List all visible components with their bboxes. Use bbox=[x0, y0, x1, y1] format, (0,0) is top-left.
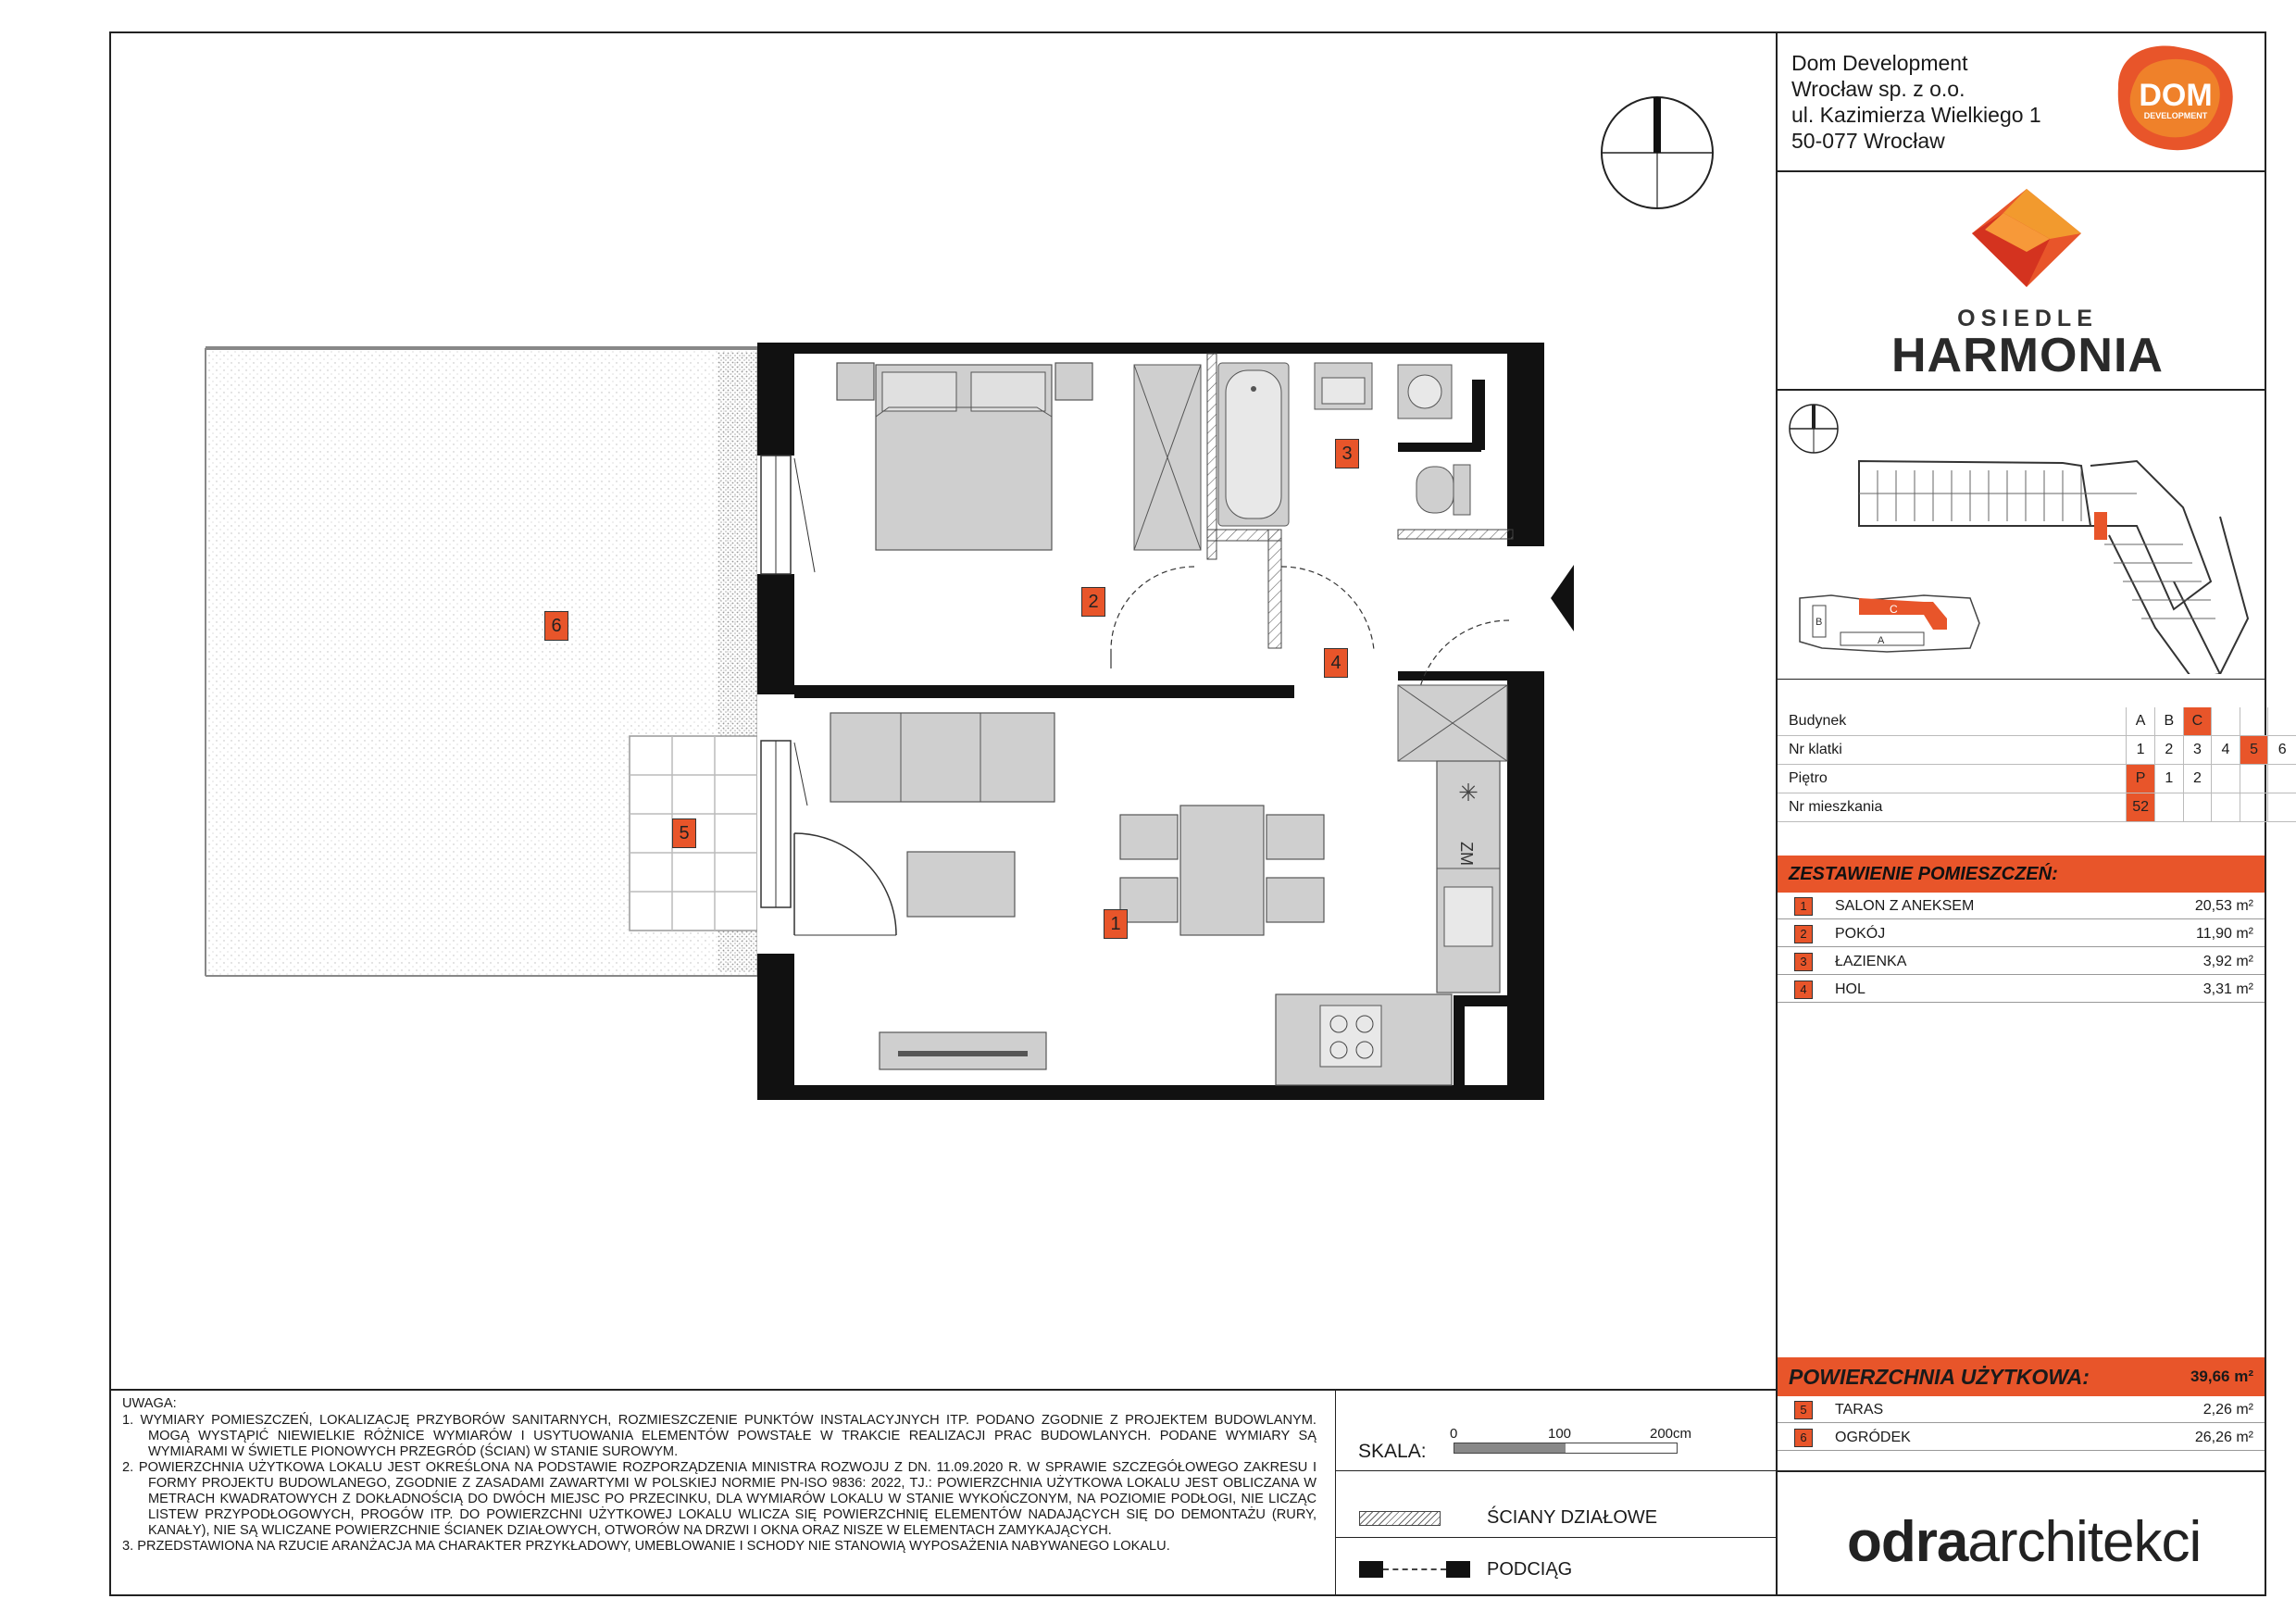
info-row bbox=[1778, 793, 2296, 822]
divider bbox=[1776, 1470, 2266, 1472]
total-area-value: 39,66 m² bbox=[2190, 1368, 2253, 1385]
dom-logo bbox=[2109, 41, 2242, 156]
info-cell bbox=[2154, 793, 2183, 822]
total-area-label: POWIERZCHNIA UŻYTKOWA: bbox=[1789, 1365, 2090, 1389]
divider bbox=[109, 1389, 1778, 1391]
rooms-section-title: ZESTAWIENIE POMIESZCZEŃ: bbox=[1778, 856, 2265, 893]
extra-area: 26,26 m² bbox=[2194, 1430, 2253, 1445]
divider bbox=[1335, 1470, 1776, 1471]
company-name: Dom Development bbox=[1791, 51, 1968, 75]
coffee-table bbox=[907, 852, 1015, 917]
cooktop bbox=[1320, 1006, 1381, 1067]
keyplan-label-c: C bbox=[1890, 603, 1898, 616]
wall-south bbox=[757, 1085, 1544, 1100]
company-street: ul. Kazimierza Wielkiego 1 bbox=[1791, 103, 2041, 127]
dom-logo-text: DOM bbox=[2139, 78, 2213, 113]
apartment-info-table bbox=[1778, 707, 2296, 822]
scale-tick-0: 0 bbox=[1450, 1426, 1458, 1442]
north-compass-icon bbox=[1597, 93, 1717, 213]
room-name: ŁAZIENKA bbox=[1835, 954, 1907, 969]
toilet bbox=[1416, 467, 1454, 513]
info-row-label: Budynek bbox=[1778, 707, 2127, 736]
info-cell: 52 bbox=[2127, 793, 2155, 822]
info-row bbox=[1778, 736, 2296, 765]
extra-area: 2,26 m² bbox=[2202, 1402, 2253, 1418]
info-cell: B bbox=[2154, 707, 2183, 736]
floor-plan bbox=[185, 324, 1574, 1120]
extra-row bbox=[1778, 1396, 2265, 1423]
project-prefix: OSIEDLE bbox=[1957, 306, 2098, 331]
scale-tick-200: 200cm bbox=[1650, 1426, 1692, 1442]
extra-number: 6 bbox=[1794, 1429, 1813, 1447]
dishwasher-icon: ✳ bbox=[1458, 779, 1479, 806]
room-label-3: 3 bbox=[1335, 439, 1359, 468]
beam-label: PODCIĄG bbox=[1487, 1559, 1573, 1580]
room-label-2: 2 bbox=[1081, 587, 1105, 617]
room-name: HOL bbox=[1835, 981, 1866, 997]
extra-row bbox=[1778, 1424, 2265, 1451]
room-number: 2 bbox=[1794, 925, 1813, 943]
room-label-5: 5 bbox=[672, 818, 696, 848]
room-number: 4 bbox=[1794, 981, 1813, 999]
divider bbox=[1335, 1389, 1336, 1596]
room-number: 1 bbox=[1794, 897, 1813, 916]
partition-wall-swatch bbox=[1359, 1511, 1441, 1526]
info-cell bbox=[2240, 707, 2268, 736]
divider bbox=[1776, 170, 2266, 172]
info-cell bbox=[2268, 765, 2296, 793]
room-row bbox=[1778, 948, 2265, 975]
info-cell bbox=[2183, 793, 2212, 822]
info-row-label: Nr mieszkania bbox=[1778, 793, 2127, 822]
room-label-4: 4 bbox=[1324, 648, 1348, 678]
scale-label: SKALA: bbox=[1358, 1441, 1427, 1462]
kitchen-sink bbox=[1444, 887, 1492, 946]
info-cell bbox=[2240, 793, 2268, 822]
keyplan-label-b: B bbox=[1816, 617, 1823, 628]
entrance-arrow-icon bbox=[1551, 565, 1574, 631]
info-cell: 5 bbox=[2240, 736, 2268, 765]
notes bbox=[122, 1396, 1316, 1555]
info-cell: 3 bbox=[2183, 736, 2212, 765]
architect-logo bbox=[1847, 1509, 2201, 1575]
wall-west-upper bbox=[757, 343, 794, 456]
info-cell: 1 bbox=[2154, 765, 2183, 793]
info-row bbox=[1778, 707, 2296, 736]
info-cell: 6 bbox=[2268, 736, 2296, 765]
room-area: 3,92 m² bbox=[2202, 954, 2253, 969]
wall-north bbox=[757, 343, 1544, 354]
info-cell bbox=[2212, 707, 2240, 736]
info-cell: A bbox=[2127, 707, 2155, 736]
info-cell: C bbox=[2183, 707, 2212, 736]
beam-swatch bbox=[1359, 1561, 1470, 1578]
room-name: POKÓJ bbox=[1835, 926, 1886, 942]
extra-name: OGRÓDEK bbox=[1835, 1430, 1911, 1445]
project-name: HARMONIA bbox=[1891, 329, 2164, 382]
partition-wall-label: ŚCIANY DZIAŁOWE bbox=[1487, 1507, 1658, 1528]
note-item: 1. WYMIARY POMIESZCZEŃ, LOKALIZACJĘ PRZYBORÓW SANITARNYCH, ROZMIESZCZENIE PUNKTÓW INSTALACYJNYCH ITP. PODANO ZGODNIE Z PROJEKTEM BUDOWLANYM. MOGĄ WYSTĄPIĆ NIEWIELKIE RÓŻNICE WYMIARÓW I USYTUOWANIA ELEMENTÓW POWSTAŁE W TRAKCIE REALIZACJI PRAC BUDOWLANYCH. PODANE WYMIARY SĄ WYMIARAMI W ŚWIETLE PIONOWYCH PRZEGRÓD (ŚCIAN) W STANIE SUROWYM. bbox=[122, 1413, 1316, 1459]
info-row bbox=[1778, 765, 2296, 793]
architect-logo-rest: architekci bbox=[1967, 1510, 2202, 1574]
notes-heading: UWAGA: bbox=[122, 1396, 177, 1411]
info-row-label: Piętro bbox=[1778, 765, 2127, 793]
info-cell: 2 bbox=[2154, 736, 2183, 765]
info-cell bbox=[2268, 707, 2296, 736]
scale-tick-100: 100 bbox=[1548, 1426, 1572, 1442]
room-label-6: 6 bbox=[544, 611, 568, 641]
architect-logo-bold: odra bbox=[1847, 1510, 1968, 1574]
room-name: SALON Z ANEKSEM bbox=[1835, 898, 1975, 914]
wall-east-upper bbox=[1507, 343, 1544, 546]
wall-west-middle bbox=[757, 574, 794, 694]
info-cell: 4 bbox=[2212, 736, 2240, 765]
dom-logo-subtext: DEVELOPMENT bbox=[2143, 111, 2208, 120]
company-line2: Wrocław sp. z o.o. bbox=[1791, 77, 1965, 101]
floor-plan-drawing bbox=[185, 324, 1574, 1120]
room-label-1: 1 bbox=[1104, 909, 1128, 939]
extra-number: 5 bbox=[1794, 1401, 1813, 1419]
keyplan-label-a: A bbox=[1878, 635, 1885, 646]
harmonia-logo-icon bbox=[1966, 185, 2087, 292]
divider bbox=[1335, 1537, 1776, 1538]
room-row bbox=[1778, 920, 2265, 947]
info-cell: 2 bbox=[2183, 765, 2212, 793]
info-cell: P bbox=[2127, 765, 2155, 793]
note-item: 2. POWIERZCHNIA UŻYTKOWA LOKALU JEST OKREŚLONA NA PODSTAWIE ROZPORZĄDZENIA MINISTRA ROZWOJU Z DN. 11.09.2020 R. W SPRAWIE SZCZEGÓŁOWEGO ZAKRESU I FORMY PROJEKTU BUDOWLANEGO, ZGODNIE Z ZASADAMI ZAWARTYMI W POLSKIEJ NORMIE PN-ISO 9836: 2022, TJ.: POWIERZCHNIA UŻYTKOWA LOKALU JEST OBLICZANA W METRACH KWADRATOWYCH Z DOKŁADNOŚCIĄ DO DWÓCH MIEJSC PO PRZECINKU, DLA WYMIARÓW LOKALU W STANIE WYKOŃCZONYM, NA POZIOMIE PODŁOGI, NIE LICZĄC LISTEW PRZYPODŁOGOWYCH, PROGÓW ITP. DO POWIERZCHNI UŻYTKOWEJ LOKALU WLICZA SIĘ POWIERZCHNIĘ ELEMENTÓW NADAJĄCYCH SIĘ DO DEMONTAŻU (RURY, KANAŁY), NIE SĄ WLICZANE POWIERZCHNIE ŚCIANEK DZIAŁOWYCH, OTWORÓW NA DRZWI I OKNA ORAZ NISZE W ELEMENTACH ZAMYKAJĄCYCH. bbox=[122, 1460, 1316, 1538]
keyplan-unit-marker bbox=[2094, 512, 2107, 540]
room-area: 3,31 m² bbox=[2202, 981, 2253, 997]
info-cell bbox=[2212, 793, 2240, 822]
divider bbox=[1776, 679, 2266, 680]
scale-bar bbox=[1454, 1443, 1678, 1454]
room-area: 20,53 m² bbox=[2194, 898, 2253, 914]
info-row-label: Nr klatki bbox=[1778, 736, 2127, 765]
fridge-label: ZM bbox=[1457, 842, 1476, 866]
room-area: 11,90 m² bbox=[2196, 926, 2253, 942]
extra-name: TARAS bbox=[1835, 1402, 1884, 1418]
info-cell bbox=[2240, 765, 2268, 793]
total-area-row bbox=[1778, 1357, 2265, 1396]
room-row bbox=[1778, 976, 2265, 1003]
dining-table bbox=[1180, 806, 1264, 935]
room-number: 3 bbox=[1794, 953, 1813, 971]
company-city: 50-077 Wrocław bbox=[1791, 129, 1945, 153]
info-cell bbox=[2212, 765, 2240, 793]
wall-west-lower bbox=[757, 954, 794, 1100]
info-cell: 1 bbox=[2127, 736, 2155, 765]
keyplan bbox=[1785, 396, 2266, 674]
info-cell bbox=[2268, 793, 2296, 822]
company-address bbox=[1791, 50, 2041, 154]
note-item: 3. PRZEDSTAWIONA NA RZUCIE ARANŻACJA MA CHARAKTER PRZYKŁADOWY, UMEBLOWANIE I SCHODY NIE STANOWIĄ WYPOSAŻENIA NABYWANEGO LOKALU. bbox=[122, 1539, 1170, 1554]
wall-interior-horizontal bbox=[794, 685, 1294, 698]
divider bbox=[1776, 389, 2266, 391]
wall-east-lower bbox=[1507, 671, 1544, 1100]
sofa bbox=[830, 713, 1054, 802]
room-row bbox=[1778, 893, 2265, 919]
